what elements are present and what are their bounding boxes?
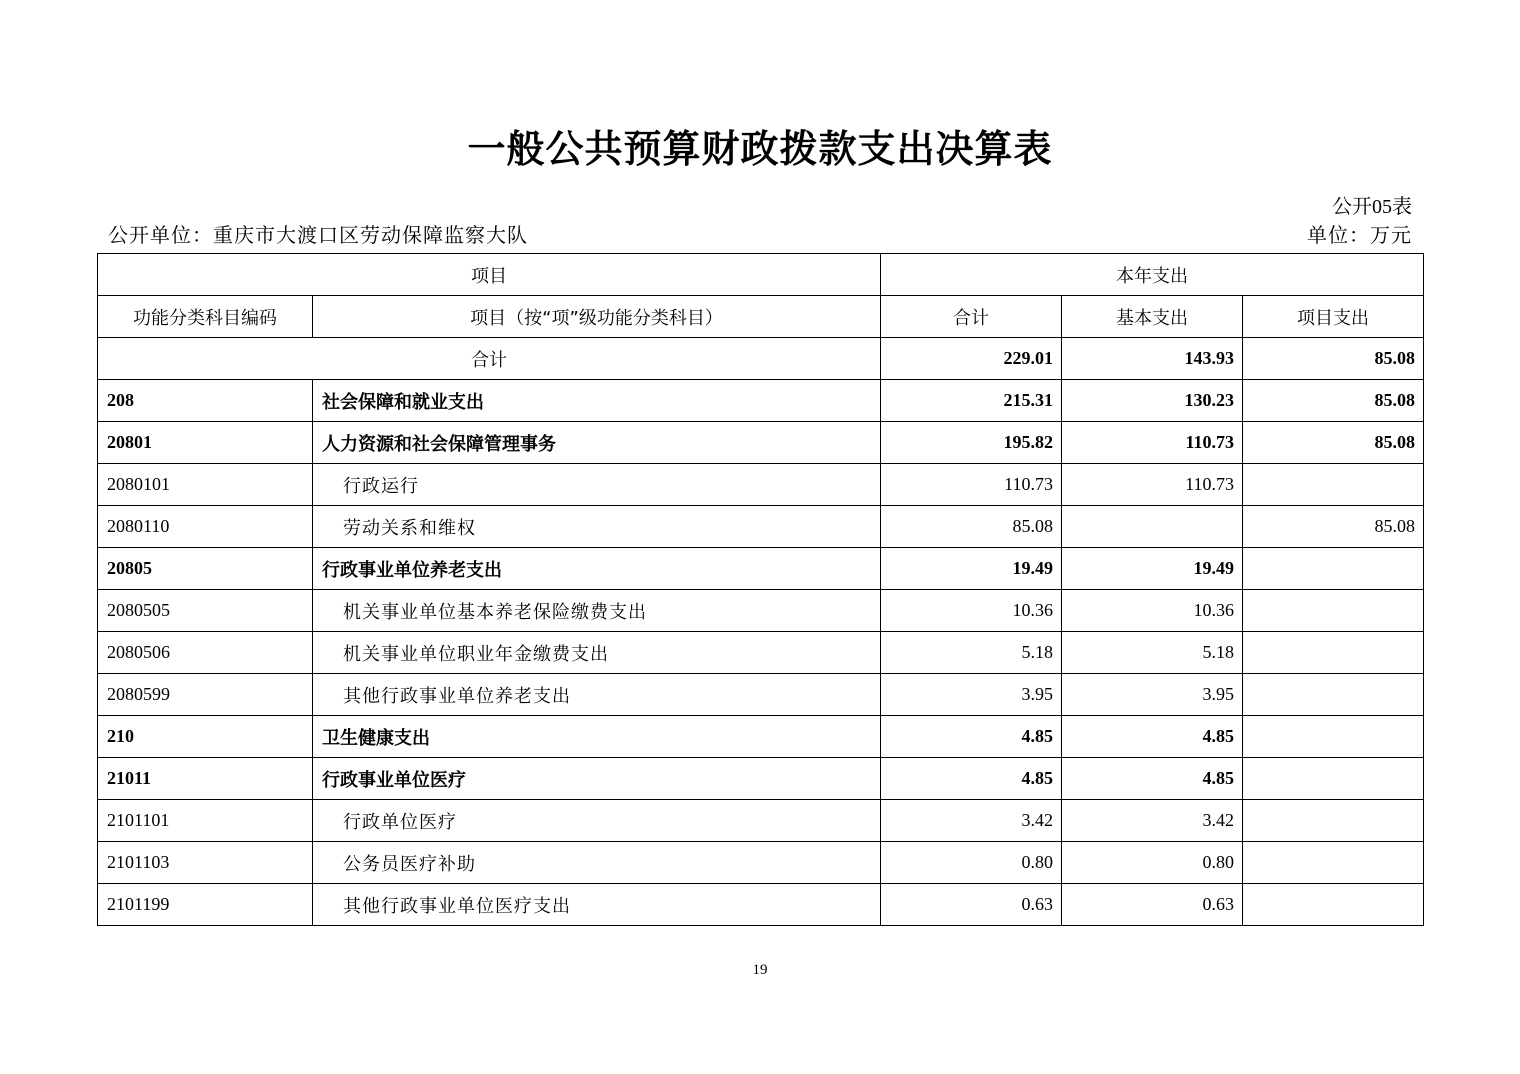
total-total: 229.01 bbox=[881, 338, 1062, 380]
row-total: 10.36 bbox=[881, 590, 1062, 632]
row-basic bbox=[1062, 506, 1243, 548]
table-row bbox=[98, 590, 1424, 632]
table-row bbox=[98, 674, 1424, 716]
row-code: 20805 bbox=[98, 548, 313, 590]
header-current-year: 本年支出 bbox=[881, 254, 1424, 296]
row-basic: 4.85 bbox=[1062, 758, 1243, 800]
row-total: 19.49 bbox=[881, 548, 1062, 590]
row-basic: 19.49 bbox=[1062, 548, 1243, 590]
table-row bbox=[98, 716, 1424, 758]
row-project: 85.08 bbox=[1243, 422, 1424, 464]
row-total: 85.08 bbox=[881, 506, 1062, 548]
row-basic: 110.73 bbox=[1062, 464, 1243, 506]
row-total: 110.73 bbox=[881, 464, 1062, 506]
header-code: 功能分类科目编码 bbox=[98, 296, 313, 338]
header-project-expense: 项目支出 bbox=[1243, 296, 1424, 338]
table-row bbox=[98, 800, 1424, 842]
row-basic: 110.73 bbox=[1062, 422, 1243, 464]
row-name: 其他行政事业单位医疗支出 bbox=[313, 884, 881, 926]
row-basic: 10.36 bbox=[1062, 590, 1243, 632]
table-number: 公开05表 bbox=[1332, 196, 1412, 218]
row-code: 2101101 bbox=[98, 800, 313, 842]
row-code: 2101103 bbox=[98, 842, 313, 884]
row-code: 2080505 bbox=[98, 590, 313, 632]
row-name: 社会保障和就业支出 bbox=[313, 380, 881, 422]
table-row bbox=[98, 758, 1424, 800]
row-name: 机关事业单位职业年金缴费支出 bbox=[313, 632, 881, 674]
row-name: 人力资源和社会保障管理事务 bbox=[313, 422, 881, 464]
table-row bbox=[98, 842, 1424, 884]
header-basic: 基本支出 bbox=[1062, 296, 1243, 338]
expenditure-table bbox=[97, 253, 1424, 926]
row-basic: 3.95 bbox=[1062, 674, 1243, 716]
row-project: 85.08 bbox=[1243, 380, 1424, 422]
table-row bbox=[98, 380, 1424, 422]
total-row bbox=[98, 338, 1424, 380]
row-name: 行政事业单位养老支出 bbox=[313, 548, 881, 590]
row-total: 4.85 bbox=[881, 716, 1062, 758]
row-project bbox=[1243, 548, 1424, 590]
row-total: 5.18 bbox=[881, 632, 1062, 674]
row-project bbox=[1243, 884, 1424, 926]
row-basic: 4.85 bbox=[1062, 716, 1243, 758]
header-row-2 bbox=[98, 296, 1424, 338]
row-name: 行政运行 bbox=[313, 464, 881, 506]
table-row bbox=[98, 464, 1424, 506]
table-row bbox=[98, 422, 1424, 464]
row-code: 210 bbox=[98, 716, 313, 758]
row-code: 20801 bbox=[98, 422, 313, 464]
row-total: 0.80 bbox=[881, 842, 1062, 884]
row-project bbox=[1243, 590, 1424, 632]
page-title: 一般公共预算财政拨款支出决算表 bbox=[467, 127, 1053, 171]
row-project bbox=[1243, 758, 1424, 800]
row-name: 行政事业单位医疗 bbox=[313, 758, 881, 800]
row-total: 4.85 bbox=[881, 758, 1062, 800]
row-basic: 130.23 bbox=[1062, 380, 1243, 422]
row-code: 208 bbox=[98, 380, 313, 422]
header-item: 项目（按“项”级功能分类科目） bbox=[313, 296, 881, 338]
row-name: 卫生健康支出 bbox=[313, 716, 881, 758]
row-name: 行政单位医疗 bbox=[313, 800, 881, 842]
table-row bbox=[98, 506, 1424, 548]
row-project bbox=[1243, 716, 1424, 758]
header-row-1 bbox=[98, 254, 1424, 296]
row-name: 机关事业单位基本养老保险缴费支出 bbox=[313, 590, 881, 632]
row-name: 公务员医疗补助 bbox=[313, 842, 881, 884]
row-basic: 5.18 bbox=[1062, 632, 1243, 674]
row-basic: 0.80 bbox=[1062, 842, 1243, 884]
total-label: 合计 bbox=[98, 338, 881, 380]
total-project: 85.08 bbox=[1243, 338, 1424, 380]
row-total: 3.42 bbox=[881, 800, 1062, 842]
table-row bbox=[98, 548, 1424, 590]
row-project bbox=[1243, 464, 1424, 506]
row-code: 2080110 bbox=[98, 506, 313, 548]
table-row bbox=[98, 884, 1424, 926]
header-project: 项目 bbox=[98, 254, 881, 296]
row-basic: 3.42 bbox=[1062, 800, 1243, 842]
total-basic: 143.93 bbox=[1062, 338, 1243, 380]
row-code: 2080599 bbox=[98, 674, 313, 716]
row-name: 其他行政事业单位养老支出 bbox=[313, 674, 881, 716]
row-total: 0.63 bbox=[881, 884, 1062, 926]
table-row bbox=[98, 632, 1424, 674]
reporting-unit: 公开单位：重庆市大渡口区劳动保障监察大队 bbox=[108, 225, 528, 247]
row-code: 2080506 bbox=[98, 632, 313, 674]
row-code: 2101199 bbox=[98, 884, 313, 926]
row-total: 215.31 bbox=[881, 380, 1062, 422]
row-code: 21011 bbox=[98, 758, 313, 800]
page-number: 19 bbox=[752, 962, 768, 978]
row-total: 195.82 bbox=[881, 422, 1062, 464]
row-basic: 0.63 bbox=[1062, 884, 1243, 926]
row-project: 85.08 bbox=[1243, 506, 1424, 548]
header-total: 合计 bbox=[881, 296, 1062, 338]
currency-unit: 单位：万元 bbox=[1307, 225, 1412, 247]
row-total: 3.95 bbox=[881, 674, 1062, 716]
row-code: 2080101 bbox=[98, 464, 313, 506]
row-project bbox=[1243, 800, 1424, 842]
row-project bbox=[1243, 842, 1424, 884]
row-project bbox=[1243, 632, 1424, 674]
row-name: 劳动关系和维权 bbox=[313, 506, 881, 548]
row-project bbox=[1243, 674, 1424, 716]
